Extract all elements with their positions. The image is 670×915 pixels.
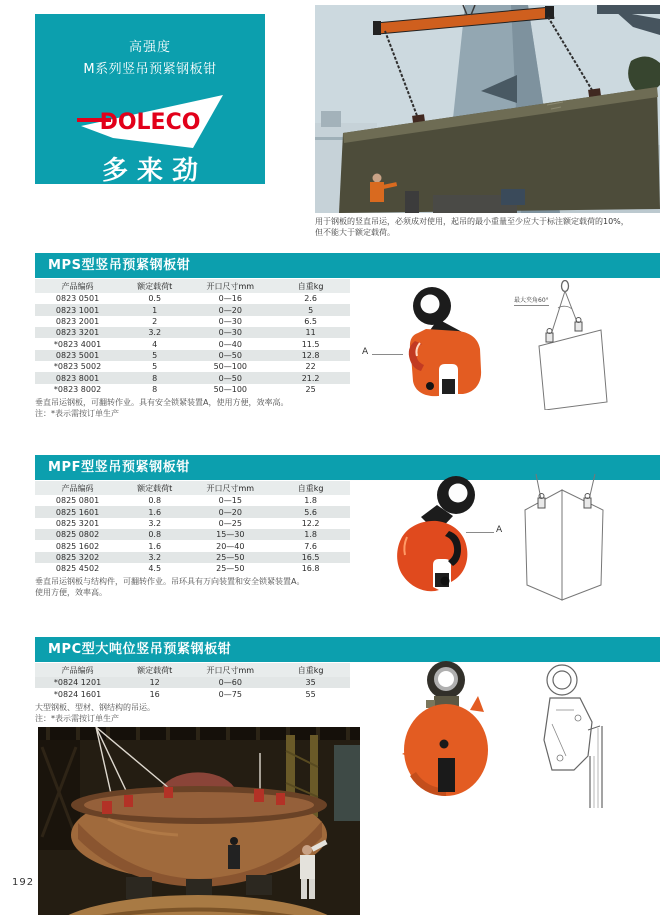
table-cell: 3.2: [148, 552, 162, 562]
table-cell: 0—60: [218, 678, 242, 688]
caption-line-1: 用于钢板的竖直吊运，必须成对使用，起吊的最小重量至少应大于标注额定载荷的10%，: [315, 217, 629, 226]
table-cell: 5.6: [304, 507, 317, 517]
mps-table-body: [35, 293, 350, 395]
table-cell: 50—100: [213, 362, 248, 372]
mps-table: [35, 279, 350, 395]
application-photo-workshop: [38, 727, 360, 915]
page-number: 192: [12, 877, 35, 888]
table-cell: 0.8: [148, 496, 162, 506]
table-cell: 0823 8001: [55, 373, 100, 383]
table-cell: 0825 4502: [55, 564, 100, 574]
mpc-notes: [35, 703, 365, 724]
table-cell: 5: [308, 305, 314, 315]
table-cell: 55: [305, 689, 316, 699]
table-cell: 0.8: [148, 530, 162, 540]
table-row: [35, 529, 350, 540]
callout-leader-line-mpf: [466, 532, 494, 533]
mpf-notes: [35, 577, 365, 598]
table-cell: 3.2: [148, 328, 162, 338]
column-header: 产品编码: [61, 665, 94, 675]
table-cell: 0—16: [218, 294, 242, 304]
table-row: [35, 563, 350, 574]
table-cell: 0825 1602: [55, 541, 100, 551]
mps-note-line-1: 垂直吊运钢板，可翻转作业。具有安全锁紧装置A，使用方便，效率高。: [35, 398, 289, 407]
column-header: 产品编码: [61, 281, 94, 291]
table-cell: 0823 1001: [55, 305, 100, 315]
table-cell: 0825 0801: [55, 496, 100, 506]
table-cell: *0823 5002: [53, 362, 102, 372]
series-heading-line2: M系列竖吊预紧钢板钳: [83, 62, 217, 77]
table-row: [35, 506, 350, 517]
table-cell: 0.5: [148, 294, 162, 304]
table-cell: 0825 1601: [55, 507, 100, 517]
table-cell: *0824 1201: [53, 678, 102, 688]
table-row: [35, 304, 350, 315]
table-row: [35, 361, 350, 372]
table-cell: 15—30: [216, 530, 245, 540]
table-row: [35, 552, 350, 563]
section-title-mps: [35, 253, 660, 278]
table-row: [35, 316, 350, 327]
table-cell: 50—100: [213, 384, 248, 394]
table-cell: 0823 5001: [55, 350, 100, 360]
table-row: [35, 327, 350, 338]
column-header: 额定载荷t: [137, 281, 173, 291]
callout-a-label-mps: A: [362, 347, 369, 357]
column-header: 自重kg: [297, 483, 324, 493]
table-cell: 1.8: [304, 530, 317, 540]
table-cell: 8: [152, 373, 158, 383]
table-cell: 8: [152, 384, 158, 394]
mps-notes: [35, 398, 365, 419]
doleco-logo: [75, 92, 225, 150]
doleco-logo-graphic: [75, 92, 225, 150]
mpc-note-line-1: 大型钢板、型材、钢结构的吊运。: [35, 703, 155, 712]
mpc-usage-diagram: [540, 660, 610, 808]
table-cell: 0823 3201: [55, 328, 100, 338]
table-cell: 0—20: [218, 305, 242, 315]
table-cell: 12.2: [301, 518, 320, 528]
table-cell: 0—20: [218, 507, 242, 517]
table-cell: 3.2: [148, 518, 162, 528]
table-cell: 16: [149, 689, 160, 699]
table-cell: 25—50: [216, 552, 245, 562]
table-cell: 25: [305, 384, 316, 394]
brand-chinese-name: 多来劲: [101, 156, 207, 186]
table-row: [35, 338, 350, 349]
table-cell: *0823 8002: [53, 384, 102, 394]
table-row: [35, 518, 350, 529]
table-row: [35, 350, 350, 361]
table-row: [35, 384, 350, 395]
table-cell: 0—25: [218, 518, 242, 528]
table-cell: 6.5: [304, 316, 317, 326]
table-cell: 7.6: [304, 541, 317, 551]
section-title-text: MPS型竖吊预紧钢板钳: [48, 258, 191, 273]
application-photo-crane: [315, 5, 660, 213]
column-header: 开口尺寸mm: [206, 281, 255, 291]
table-cell: 0—50: [218, 350, 242, 360]
section-title-text: MPC型大吨位竖吊预紧钢板钳: [48, 642, 232, 657]
mpf-note-line-1: 垂直吊运钢板与结构件，可翻转作业。吊环具有万向装置和安全锁紧装置A。: [35, 577, 305, 586]
table-cell: 22: [305, 362, 316, 372]
table-cell: 20—40: [216, 541, 245, 551]
table-cell: 25—50: [216, 564, 245, 574]
table-cell: 0—75: [218, 689, 242, 699]
table-row: [35, 293, 350, 304]
mpf-table-header: [35, 481, 350, 495]
max-angle-label: 最大夹角60°: [514, 297, 549, 304]
table-cell: 0—40: [218, 339, 242, 349]
table-cell: 0825 3202: [55, 552, 100, 562]
table-row: [35, 688, 350, 699]
column-header: 额定载荷t: [137, 665, 173, 675]
callout-a-label-mpf: A: [496, 525, 503, 535]
section-title-mpc: [35, 637, 660, 662]
mpf-table-body: [35, 495, 350, 574]
photo-caption: [315, 217, 663, 238]
table-cell: 2: [152, 316, 158, 326]
table-cell: 16.8: [301, 564, 320, 574]
column-header: 自重kg: [297, 665, 324, 675]
mpc-table-header: [35, 663, 350, 677]
mpc-note-line-2: 注：*表示需按订单生产: [35, 713, 119, 723]
table-cell: 4: [152, 339, 158, 349]
brand-panel: [35, 14, 265, 184]
mpf-clamp-photo: [393, 473, 483, 595]
table-row: [35, 677, 350, 688]
table-cell: 1.6: [148, 507, 162, 517]
table-row: [35, 540, 350, 551]
caption-line-2: 但不能大于额定载荷。: [315, 227, 395, 237]
table-cell: 11.5: [301, 339, 320, 349]
mpc-clamp-photo: [400, 658, 495, 806]
mpc-table: [35, 663, 350, 700]
table-cell: 21.2: [301, 373, 320, 383]
table-cell: 0825 3201: [55, 518, 100, 528]
table-cell: 12: [149, 678, 160, 688]
logo-text: DOLECO: [99, 110, 201, 135]
table-cell: 1.8: [304, 496, 317, 506]
table-cell: 12.8: [301, 350, 320, 360]
mpc-table-body: [35, 677, 350, 700]
mpf-table: [35, 481, 350, 574]
table-cell: 0—30: [218, 316, 242, 326]
column-header: 产品编码: [61, 483, 94, 493]
table-row: [35, 495, 350, 506]
table-cell: 0—30: [218, 328, 242, 338]
table-cell: 16.5: [301, 552, 320, 562]
mps-note-line-2: 注：*表示需按订单生产: [35, 408, 119, 418]
mps-table-header: [35, 279, 350, 293]
table-cell: 0823 2001: [55, 316, 100, 326]
mpf-note-line-2: 使用方便，效率高。: [35, 587, 107, 597]
table-cell: 0—50: [218, 373, 242, 383]
table-cell: 1.6: [148, 541, 162, 551]
table-cell: 0—15: [218, 496, 242, 506]
series-heading-line1: 高强度: [128, 40, 171, 55]
mpf-usage-diagram: [522, 472, 610, 604]
callout-leader-line-mps: [372, 354, 403, 355]
mps-clamp-photo: [402, 283, 492, 401]
table-cell: 2.6: [304, 294, 317, 304]
table-cell: *0823 4001: [53, 339, 102, 349]
table-cell: 0823 0501: [55, 294, 100, 304]
column-header: 自重kg: [297, 281, 324, 291]
table-cell: 1: [152, 305, 158, 315]
section-title-text: MPF型竖吊预紧钢板钳: [48, 460, 190, 475]
table-cell: *0824 1601: [53, 689, 102, 699]
table-row: [35, 372, 350, 383]
table-cell: 0825 0802: [55, 530, 100, 540]
column-header: 额定载荷t: [137, 483, 173, 493]
table-cell: 11: [305, 328, 316, 338]
table-cell: 5: [152, 362, 158, 372]
column-header: 开口尺寸mm: [206, 483, 255, 493]
table-cell: 35: [305, 678, 316, 688]
column-header: 开口尺寸mm: [206, 665, 255, 675]
table-cell: 5: [152, 350, 158, 360]
table-cell: 4.5: [148, 564, 162, 574]
